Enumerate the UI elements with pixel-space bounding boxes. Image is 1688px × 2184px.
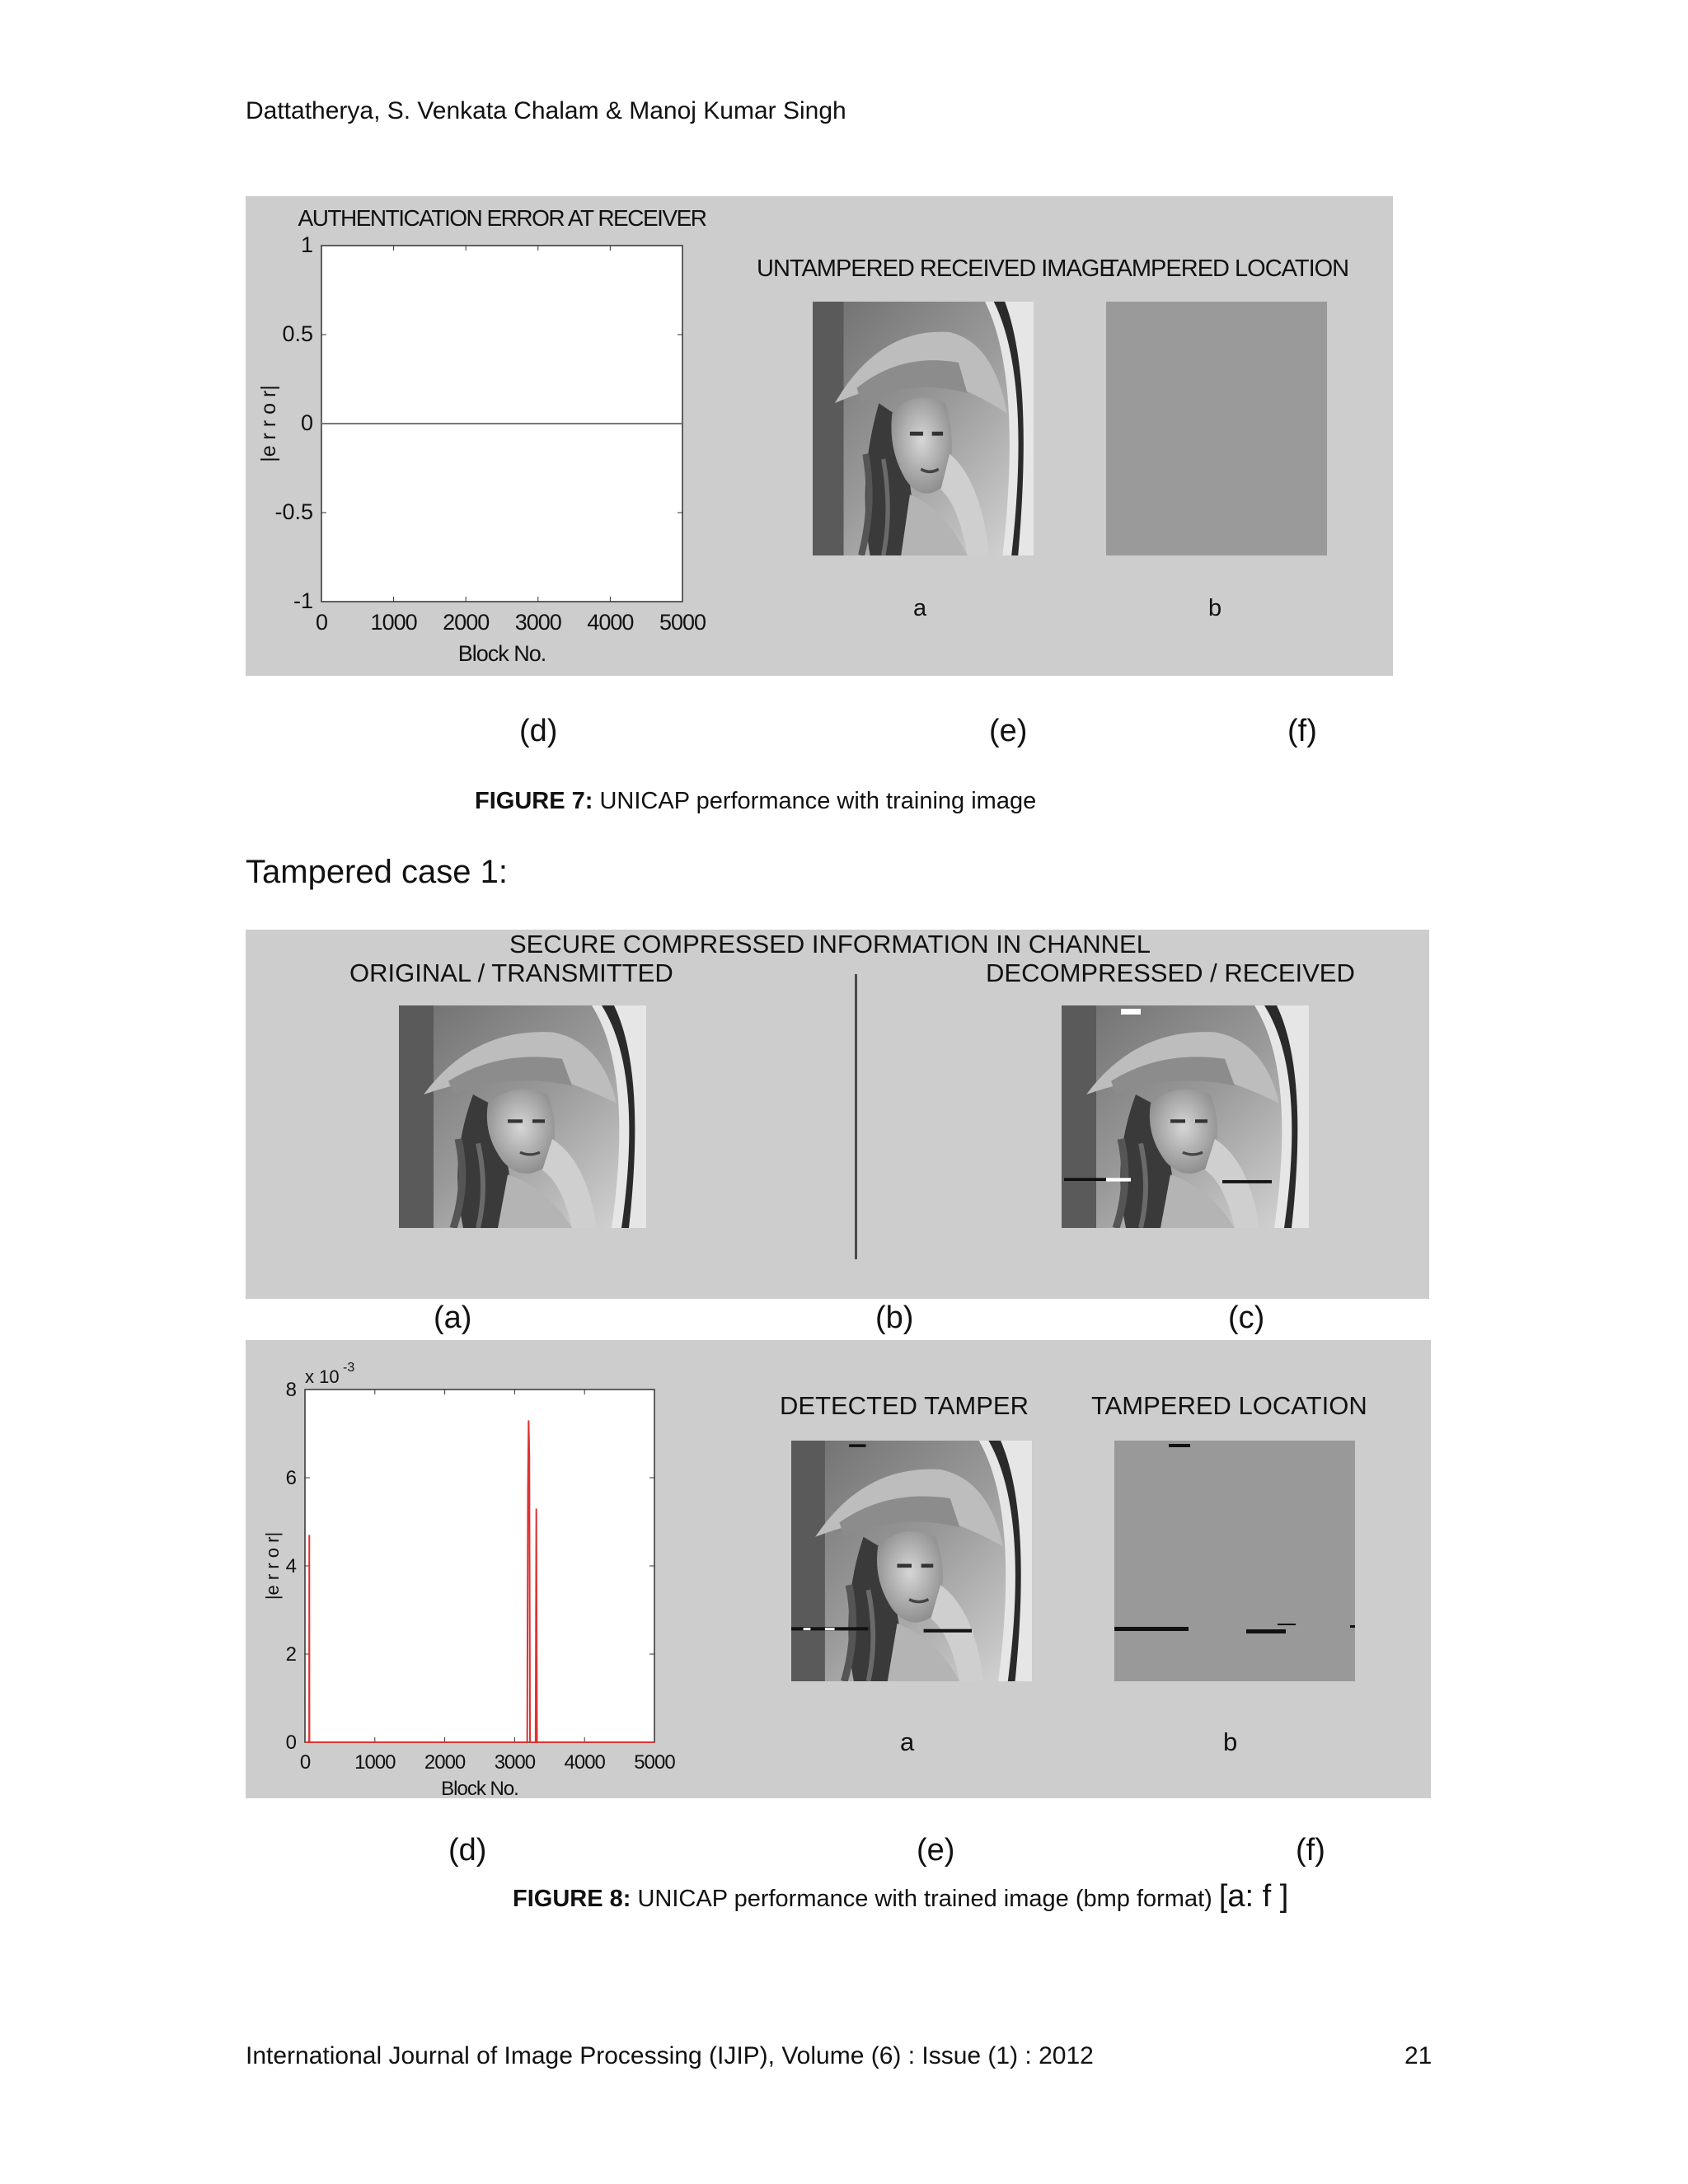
tamper-mark-5 [1350,1625,1355,1628]
fig8-sublabel-e: (e) [917,1833,955,1868]
footer-page-number: 21 [1404,2042,1432,2069]
fig7-title-f: TAMPERED LOCATION [1104,255,1349,282]
x-tick-label: 0 [315,610,328,635]
y-tick-label: 0.5 [282,321,313,346]
figure-8-caption-label: FIGURE 8: [513,1886,631,1912]
y-tick-label: 4 [285,1555,297,1577]
detected-tamper-image [791,1441,1032,1681]
fig7-received-image [813,302,1034,555]
x-tick-label: 3000 [494,1751,536,1774]
fig7-label-a: a [913,595,926,621]
tamper-mark-2 [1114,1627,1189,1631]
x-tick-label: 0 [299,1751,311,1774]
tamper-mark-1 [1169,1444,1190,1447]
figure-7-caption-text: UNICAP performance with training image [593,788,1037,814]
footer-journal: International Journal of Image Processing (IJIP), Volume (6) : Issue (1) : 2012 [246,2042,1094,2069]
figure-8-caption-tail: [a: f ] [1218,1879,1289,1914]
figure-8-top-panel [246,930,1429,1299]
axis-multiplier: x 10 [305,1366,340,1387]
figure-7-caption [475,788,1036,815]
x-tick-label: 4000 [564,1751,605,1774]
y-tick-label: 6 [285,1467,297,1489]
fig7-sublabel-f: (f) [1287,714,1317,748]
y-tick-label: -0.5 [274,499,313,524]
y-tick-label: 0 [285,1732,297,1754]
y-tick-label: -1 [293,588,313,613]
compressed-channel-signal [855,974,857,1259]
fig7-title-e: UNTAMPERED RECEIVED IMAGE [757,255,1114,282]
x-tick-label: 2000 [443,610,490,635]
y-tick-label: 1 [300,232,313,257]
fig7-error-chart [246,196,707,676]
x-tick-label: 4000 [587,610,634,635]
x-tick-label: 1000 [354,1751,396,1774]
fig8-label-a: a [900,1727,914,1756]
figure-8-caption-text: UNICAP performance with trained image (bmp format) [631,1886,1219,1912]
original-transmitted-image [399,1005,646,1228]
decompressed-received-image [1062,1005,1309,1228]
figure-7-panel [246,196,1393,676]
x-tick-label: 2000 [424,1751,466,1774]
fig8-title-f: TAMPERED LOCATION [1091,1391,1367,1420]
fig8-sublabel-a: (a) [434,1301,472,1335]
figure-8-bottom-panel [246,1340,1431,1798]
figure-7-caption-label: FIGURE 7: [475,788,593,814]
chart-title: AUTHENTICATION ERROR AT RECEIVER [298,205,706,231]
x-axis-label: Block No. [457,641,546,666]
fig8-sublabel-c: (c) [1228,1301,1265,1335]
x-tick-label: 3000 [514,610,561,635]
fig8-sublabel-d: (d) [448,1833,487,1868]
tamper-mark-3 [1246,1629,1286,1633]
x-tick-label: 5000 [659,610,706,635]
running-header: Dattatherya, S. Venkata Chalam & Manoj Kumar Singh [246,97,846,124]
fig7-label-b: b [1208,595,1221,621]
decompressed-received-title: DECOMPRESSED / RECEIVED [986,958,1355,987]
y-tick-label: 0 [300,410,313,435]
x-tick-label: 5000 [634,1751,675,1774]
channel-title: SECURE COMPRESSED INFORMATION IN CHANNEL [509,930,1151,958]
fig8-label-b: b [1223,1727,1237,1756]
original-transmitted-title: ORIGINAL / TRANSMITTED [349,958,673,987]
tamper-mark-4 [1278,1624,1296,1625]
fig7-tampered-location-image [1106,302,1327,555]
fig8-error-chart [246,1340,707,1798]
decompressed-tamper-mark-top [1121,1010,1141,1015]
x-axis-label: Block No. [441,1778,518,1798]
plot-area [305,1390,654,1742]
y-axis-label: |e r r o r| [262,1531,283,1601]
y-tick-label: 8 [285,1379,297,1401]
fig7-sublabel-e: (e) [989,714,1028,748]
y-axis-label: |e r r o r| [257,385,280,462]
y-tick-label: 2 [285,1643,297,1666]
axis-exponent: -3 [343,1361,355,1375]
tampered-location-map [1114,1441,1355,1681]
figure-8-caption [513,1879,1288,1915]
section-heading: Tampered case 1: [246,854,508,890]
fig8-sublabel-f: (f) [1296,1833,1325,1868]
x-tick-label: 1000 [370,610,417,635]
fig8-sublabel-b: (b) [875,1301,914,1335]
fig7-sublabel-d: (d) [519,714,558,748]
fig8-title-e: DETECTED TAMPER [780,1391,1029,1420]
